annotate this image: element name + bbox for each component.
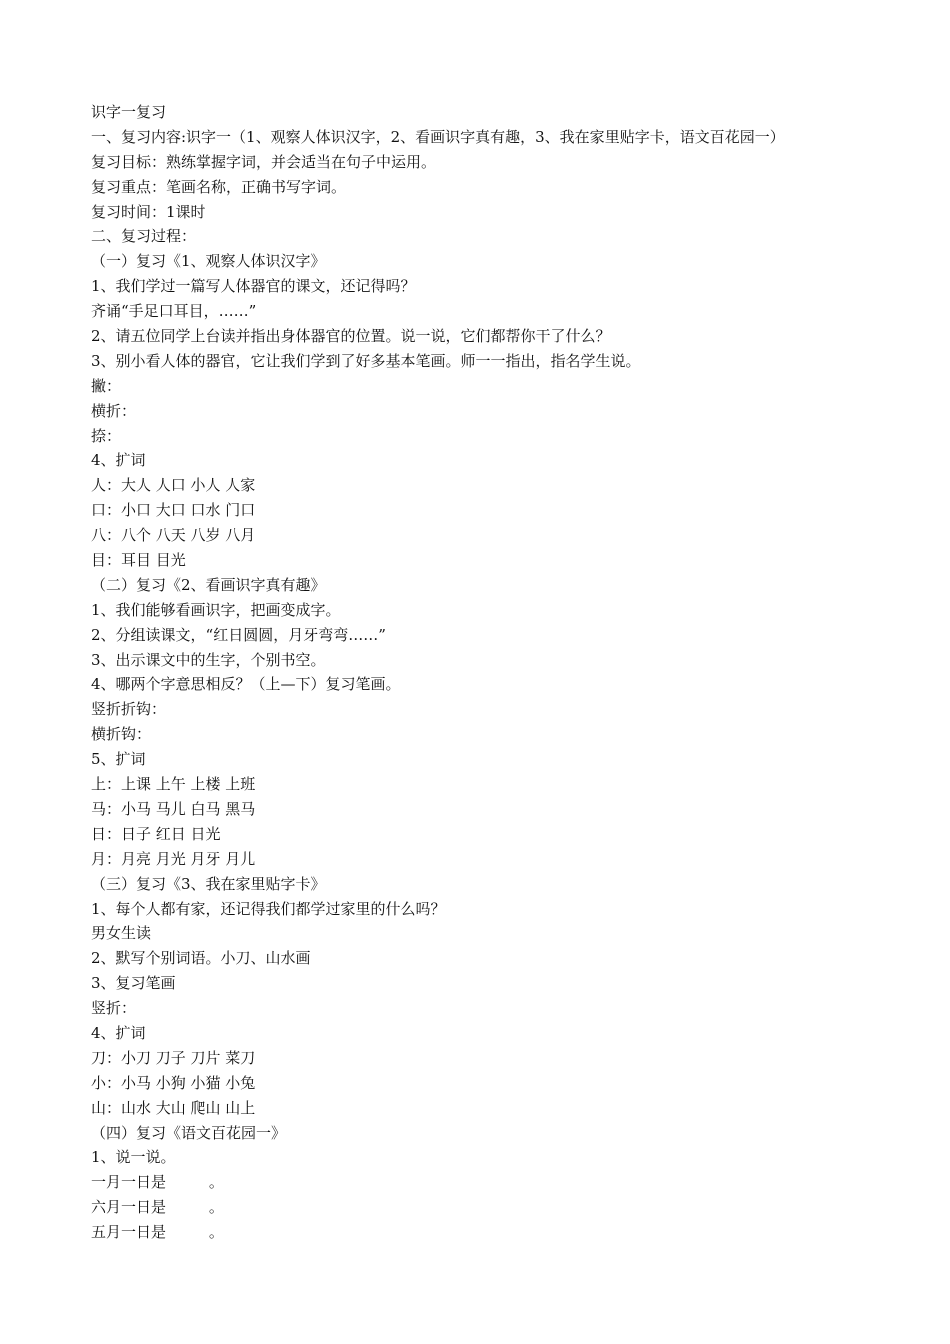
- word-list-line: 山：山水 大山 爬山 山上: [91, 1098, 256, 1117]
- subsection-heading: （一）复习《1、观察人体识汉字》: [91, 252, 326, 271]
- document-title: 识字一复习: [91, 103, 167, 121]
- word-list-line: 上：上课 上午 上楼 上班: [91, 775, 256, 794]
- text-line: 4、扩词: [91, 451, 146, 470]
- word-list-line: 人：大人 人口 小人 人家: [91, 476, 256, 495]
- review-goal-line: 复习目标：熟练掌握字词，并会适当在句子中运用。: [91, 152, 437, 171]
- stroke-name-line: 竖折折钩：: [91, 700, 167, 719]
- text-line: 3、别小看人体的器官，它让我们学到了好多基本笔画。师一一指出，指名学生说。: [91, 351, 641, 370]
- text-line: 1、说一说。: [91, 1148, 176, 1167]
- word-list-line: 口：小口 大口 口水 门口: [91, 501, 256, 520]
- word-list-line: 八：八个 八天 八岁 八月: [91, 526, 256, 545]
- review-time-line: 复习时间：1课时: [91, 202, 206, 221]
- stroke-name-line: 撇：: [91, 376, 122, 395]
- word-list-line: 刀：小刀 刀子 刀片 菜刀: [91, 1048, 256, 1067]
- subsection-heading: （二）复习《2、看画识字真有趣》: [91, 575, 326, 594]
- stroke-name-line: 横折：: [91, 401, 137, 420]
- stroke-name-line: 竖折：: [91, 999, 137, 1018]
- text-line: 5、扩词: [91, 750, 146, 769]
- subsection-heading: （三）复习《3、我在家里贴字卡》: [91, 874, 326, 893]
- stroke-name-line: 捺：: [91, 426, 122, 445]
- word-list-line: 日：日子 红日 日光: [91, 824, 221, 843]
- text-line: 男女生读: [91, 924, 152, 943]
- text-line: 2、分组读课文，“红日圆圆，月牙弯弯……”: [91, 625, 386, 644]
- text-line: 2、默写个别词语。小刀、山水画: [91, 949, 311, 968]
- text-line: 4、哪两个字意思相反？（上—下）复习笔画。: [91, 675, 401, 694]
- fill-blank-line: 六月一日是 。: [91, 1198, 224, 1217]
- section-heading: 二、复习过程：: [91, 227, 197, 246]
- review-content-line: 一、复习内容:识字一（1、观察人体识汉字，2、看画识字真有趣，3、我在家里贴字卡，语文百花园一）: [91, 127, 785, 146]
- fill-blank-line: 五月一日是 。: [91, 1223, 224, 1242]
- text-line: 2、请五位同学上台读并指出身体器官的位置。说一说，它们都帮你干了什么？: [91, 327, 611, 346]
- word-list-line: 马：小马 马儿 白马 黑马: [91, 799, 256, 818]
- word-list-line: 月：月亮 月光 月牙 月儿: [91, 849, 256, 868]
- text-line: 1、每个人都有家，还记得我们都学过家里的什么吗？: [91, 899, 446, 918]
- fill-blank-line: 一月一日是 。: [91, 1173, 224, 1192]
- document-body: [91, 100, 871, 1245]
- text-line: 1、我们学过一篇写人体器官的课文，还记得吗？: [91, 277, 416, 296]
- text-line: 齐诵“手足口耳目，……”: [91, 302, 257, 321]
- subsection-heading: （四）复习《语文百花园一》: [91, 1123, 287, 1142]
- text-line: 3、复习笔画: [91, 974, 176, 993]
- text-line: 4、扩词: [91, 1023, 146, 1042]
- stroke-name-line: 横折钩：: [91, 725, 152, 744]
- review-focus-line: 复习重点：笔画名称，正确书写字词。: [91, 177, 347, 196]
- word-list-line: 目：耳目 目光: [91, 551, 186, 570]
- text-line: 3、出示课文中的生字，个别书空。: [91, 650, 326, 669]
- text-line: 1、我们能够看画识字，把画变成字。: [91, 600, 341, 619]
- word-list-line: 小：小马 小狗 小猫 小兔: [91, 1073, 256, 1092]
